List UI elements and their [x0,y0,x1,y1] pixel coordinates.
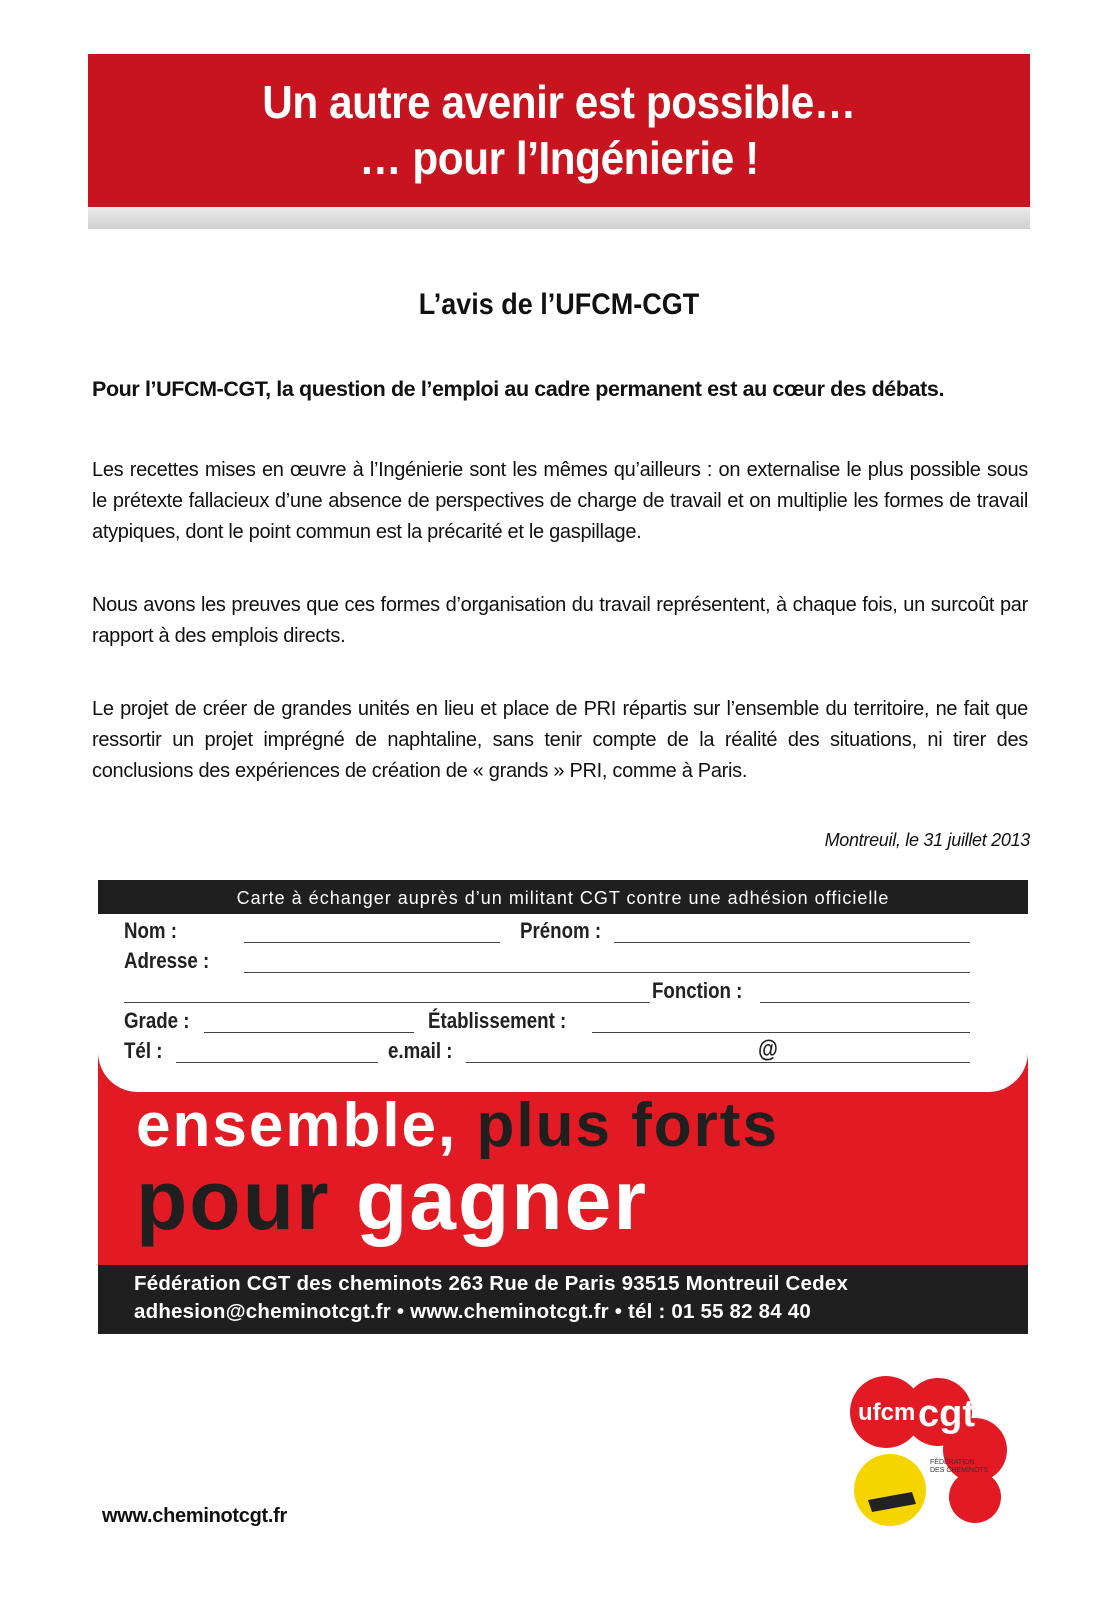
card-form-area [98,914,1028,1092]
website-link[interactable]: www.cheminotcgt.fr [102,1505,287,1527]
paragraph-3: Le projet de créer de grandes unités en lieu et place de PRI répartis sur l’ensemble du territoire, ne fait que ressortir un projet imprégné de naphtaline, sans tenir compte de la réalité des situations, ni tirer des conclusions des expériences de création de « grands » PRI, comme à Paris. [92,698,1028,782]
field-line-nom[interactable] [244,942,500,943]
membership-card [98,880,1028,1334]
field-line-prenom[interactable] [614,942,970,943]
field-label-etablissement: Établissement : [428,1008,567,1033]
logo-federation-line1: FÉDÉRATION [930,1459,975,1466]
field-label-email: e.mail : [388,1038,453,1063]
field-line-grade[interactable] [204,1032,414,1033]
title-banner [88,54,1030,207]
title-line-1: Un autre avenir est possible… [262,76,856,128]
paragraph-1: Les recettes mises en œuvre à l’Ingénierie sont les mêmes qu’ailleurs : on externalise le plus possible sous le prétexte fallacieux d’une absence de perspectives de charge de travail et on multiplie les formes de travail atypiques, dont le point commun est la précarité et le gaspillage. [92,459,1028,543]
slogan-plus-forts: plus forts [457,1091,779,1160]
dateline: Montreuil, le 31 juillet 2013 [824,830,1030,850]
logo-graphic [850,1372,1010,1532]
logo-circle-yellow [854,1454,926,1526]
field-label-fonction: Fonction : [652,978,743,1003]
field-line-adresse[interactable] [244,972,970,973]
field-label-grade: Grade : [124,1008,190,1033]
field-label-adresse: Adresse : [124,948,210,973]
field-line-fonction[interactable] [760,1002,970,1003]
slogan-line-1 [136,1091,779,1160]
at-sign: @ [758,1036,778,1063]
paragraph-2: Nous avons les preuves que ces formes d’organisation du travail représentent, à chaque fois, un surcoût par rapport à des emplois directs. [92,594,1028,647]
field-label-tel: Tél : [124,1038,163,1063]
field-line-etablissement[interactable] [592,1032,970,1033]
logo-ufcm-text: ufcm [858,1399,916,1426]
subtitle: L’avis de l’UFCM-CGT [418,288,700,321]
slogan-line-2 [136,1153,649,1247]
field-label-prenom: Prénom : [520,918,602,943]
field-label-nom: Nom : [124,918,177,943]
slogan-gagner: gagner [355,1153,649,1247]
card-address: Fédération CGT des cheminots 263 Rue de Paris 93515 Montreuil Cedex [134,1272,849,1295]
banner-shadow-strip [88,207,1030,229]
title-line-2: … pour l’Ingénierie ! [359,132,759,184]
slogan-pour: pour [136,1153,356,1247]
slogan-ensemble: ensemble, [136,1091,458,1160]
card-title: Carte à échanger auprès d’un militant CGT contre une adhésion officielle [236,888,890,908]
field-line-email[interactable] [466,1062,970,1063]
logo-federation-line2: DES CHEMINOTS [930,1467,989,1474]
card-contact: adhesion@cheminotcgt.fr • www.cheminotcgt.fr • tél : 01 55 82 84 40 [134,1300,811,1323]
ufcm-cgt-logo [850,1372,1010,1532]
field-line-tel[interactable] [176,1062,378,1063]
logo-cgt-text: cgt [918,1393,975,1435]
logo-circle-bottom [949,1471,1001,1523]
field-line-adresse-2[interactable] [124,1002,650,1003]
lead-sentence: Pour l’UFCM-CGT, la question de l’emploi au cadre permanent est au cœur des débats. [92,377,945,401]
